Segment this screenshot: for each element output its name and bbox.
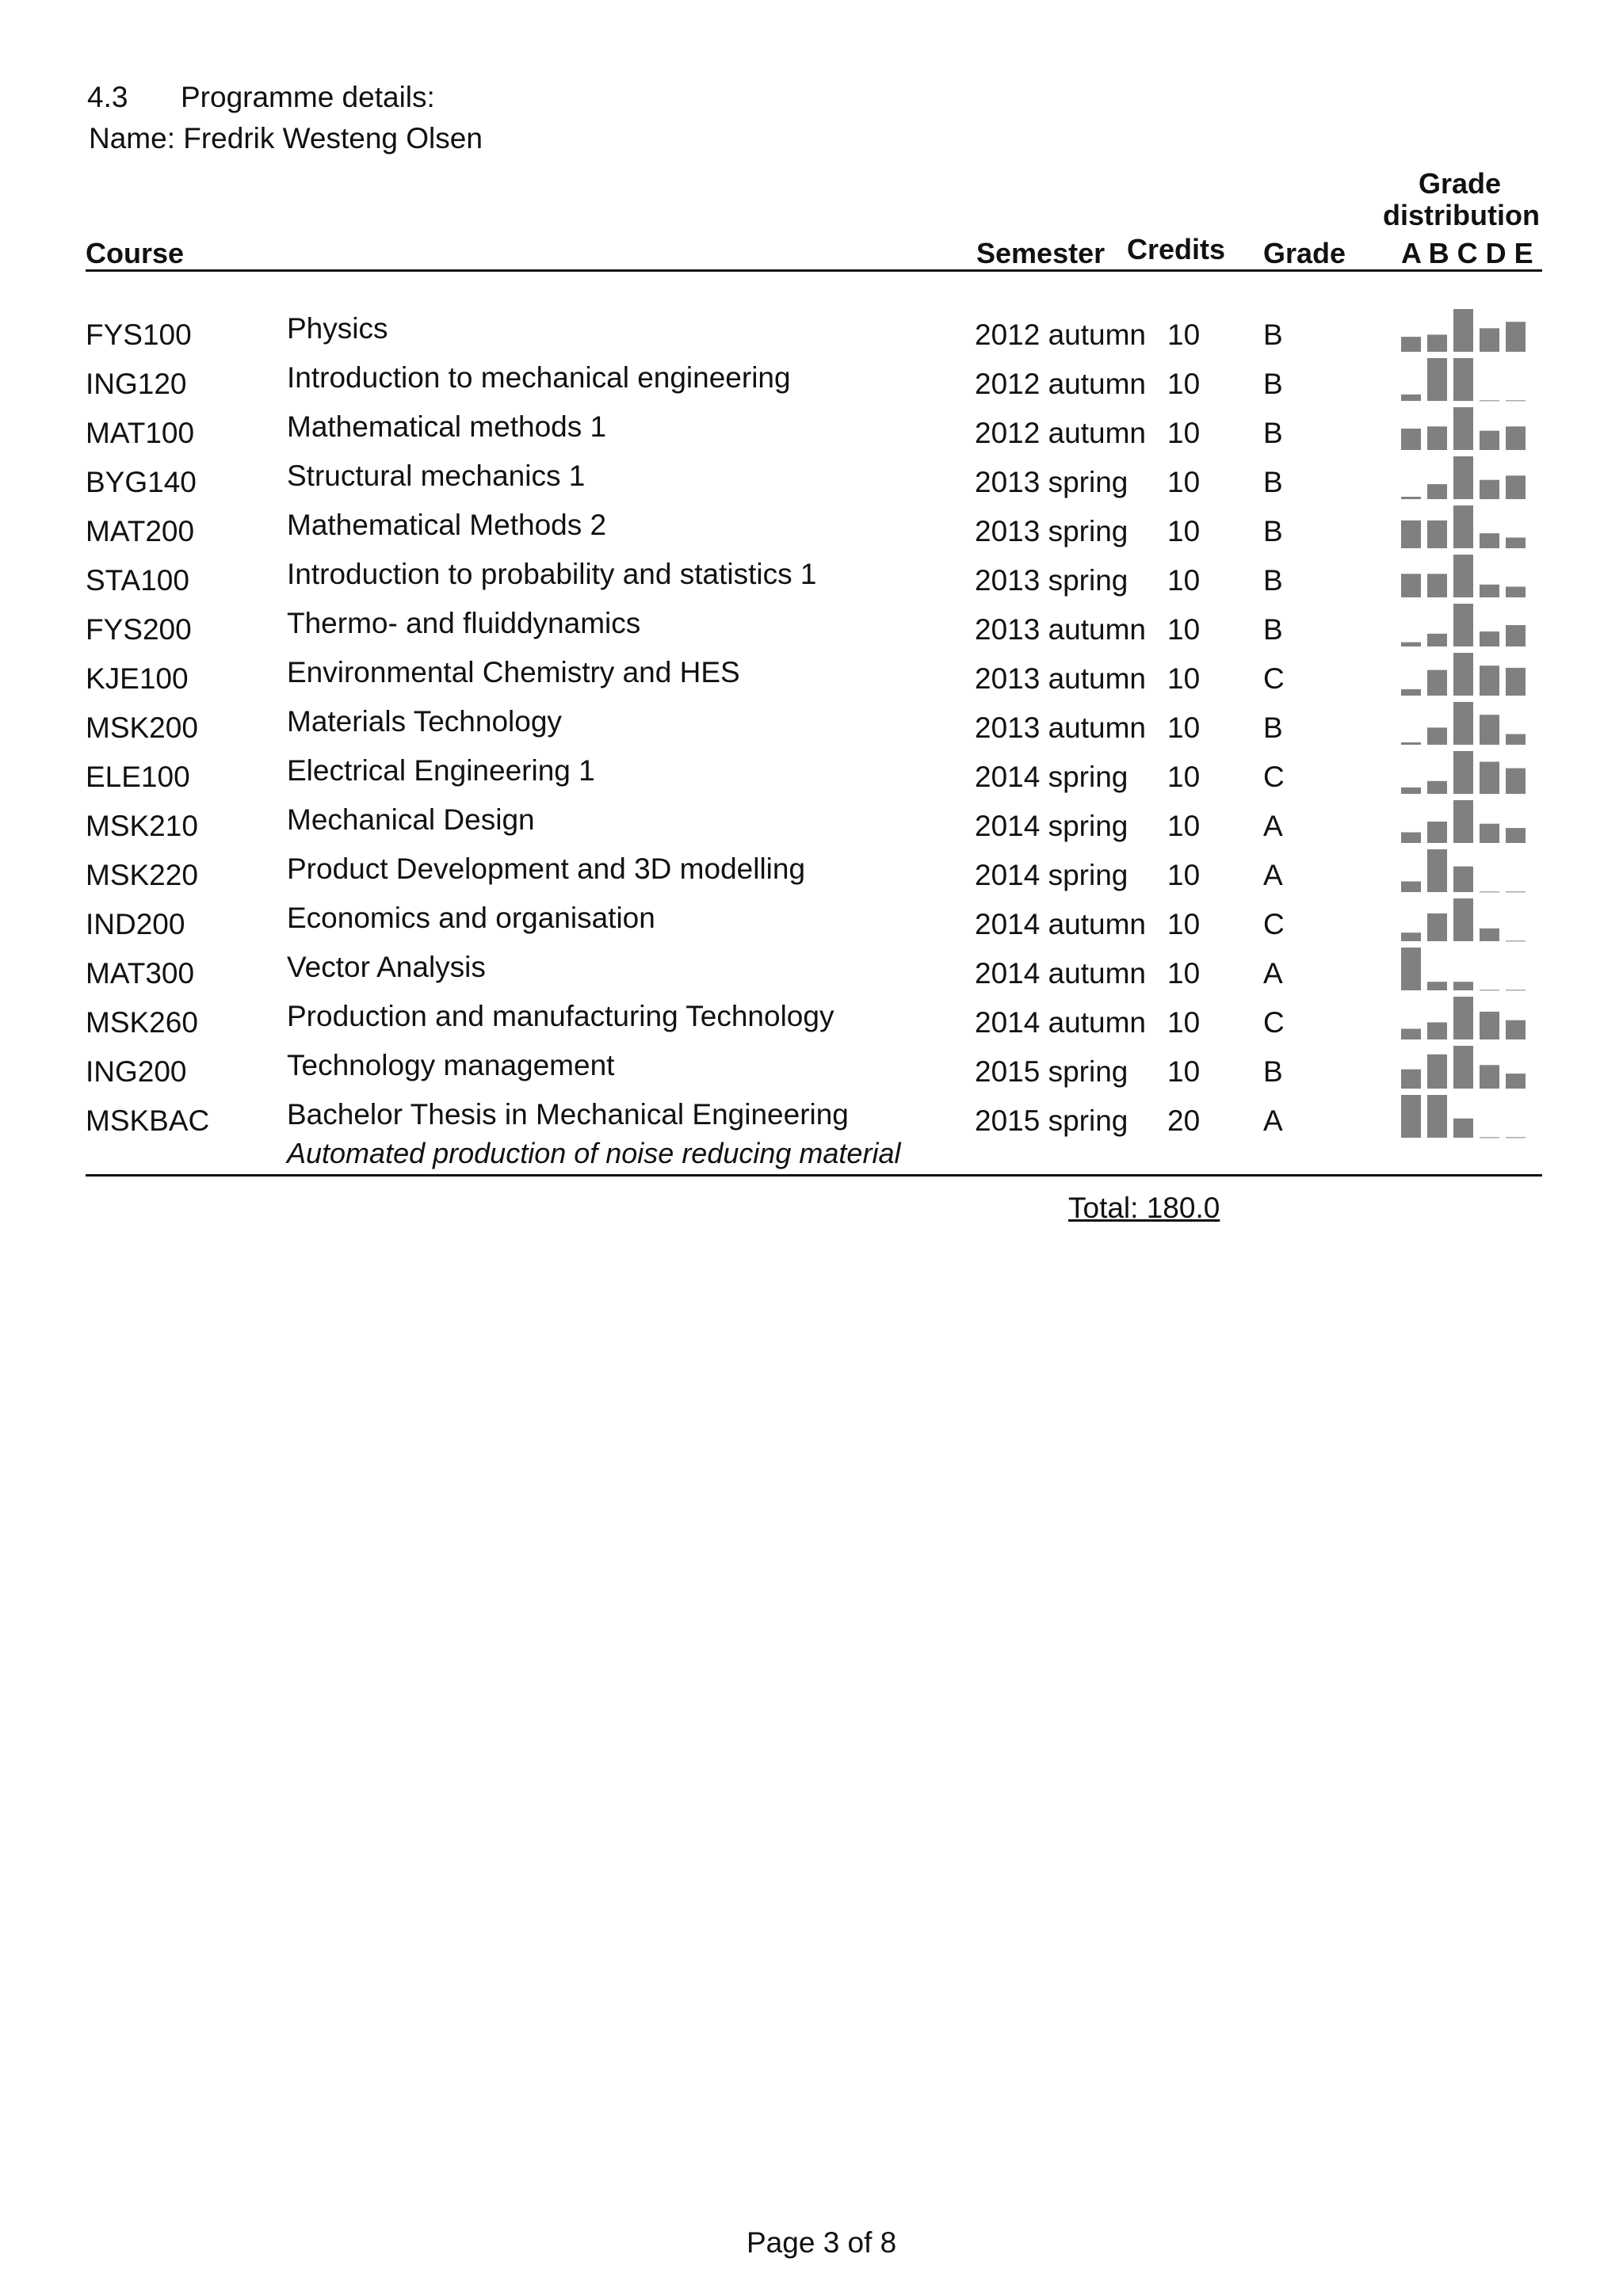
distribution-bar-b <box>1427 849 1447 892</box>
table-row <box>0 1051 1623 1100</box>
distribution-bar-e <box>1506 322 1526 352</box>
distribution-bar-a <box>1401 882 1421 893</box>
distribution-bar-b <box>1427 670 1447 696</box>
course-name: Technology management <box>287 1049 615 1081</box>
distribution-bar-d <box>1480 480 1499 499</box>
distribution-bar-b <box>1427 1095 1447 1138</box>
distribution-empty-e <box>1506 990 1526 991</box>
distribution-bar-d <box>1480 533 1499 548</box>
grade-distribution-chart <box>1400 355 1526 402</box>
course-semester: 2013 spring <box>975 564 1128 597</box>
page-number: Page 3 of 8 <box>747 2226 897 2259</box>
distribution-bar-b <box>1427 574 1447 597</box>
course-name: Thermo- and fluiddynamics <box>287 607 641 639</box>
distribution-bar-a <box>1401 574 1421 597</box>
distribution-bar-a <box>1401 429 1421 450</box>
course-credits: 10 <box>1167 368 1201 400</box>
distribution-bar-e <box>1506 769 1526 794</box>
distribution-empty-e <box>1506 891 1526 893</box>
distribution-bar-a <box>1401 395 1421 401</box>
course-credits: 10 <box>1167 859 1201 891</box>
distribution-bar-c <box>1453 407 1473 450</box>
course-credits: 10 <box>1167 1055 1201 1088</box>
distribution-bar-d <box>1480 929 1499 941</box>
course-code: ING120 <box>86 368 187 400</box>
course-name: Bachelor Thesis in Mechanical Engineering <box>287 1098 849 1131</box>
distribution-bar-b <box>1427 822 1447 843</box>
distribution-bar-d <box>1480 431 1499 450</box>
course-code: ING200 <box>86 1055 187 1088</box>
course-code: MAT100 <box>86 417 195 449</box>
table-row <box>0 608 1623 658</box>
header-credits: Credits <box>1127 233 1226 265</box>
course-code: FYS100 <box>86 318 192 351</box>
grade-distribution-chart <box>1400 650 1526 697</box>
distribution-empty-d <box>1480 891 1499 893</box>
grade-distribution-chart <box>1400 306 1526 353</box>
course-credits: 10 <box>1167 417 1201 449</box>
course-semester: 2015 spring <box>975 1104 1128 1137</box>
distribution-bar-c <box>1453 653 1473 696</box>
distribution-bar-a <box>1401 788 1421 794</box>
footer-rule <box>86 1174 1542 1177</box>
distribution-bar-b <box>1427 426 1447 450</box>
course-grade: C <box>1263 761 1285 793</box>
distribution-bar-e <box>1506 1020 1526 1039</box>
course-credits: 10 <box>1167 711 1201 744</box>
course-grade: B <box>1263 318 1283 351</box>
distribution-empty-d <box>1480 1137 1499 1138</box>
table-row <box>0 952 1623 1001</box>
table-row <box>0 658 1623 707</box>
distribution-bar-c <box>1453 505 1473 548</box>
distribution-bar-e <box>1506 475 1526 499</box>
distribution-bar-b <box>1427 358 1447 401</box>
grade-distribution-chart <box>1400 502 1526 550</box>
course-grade: C <box>1263 662 1285 695</box>
course-name: Introduction to mechanical engineering <box>287 361 791 394</box>
total-credits: Total: 180.0 <box>1068 1192 1220 1224</box>
distribution-bar-c <box>1453 800 1473 843</box>
course-credits: 10 <box>1167 515 1201 547</box>
distribution-bar-c <box>1453 997 1473 1039</box>
course-semester: 2013 autumn <box>975 613 1147 646</box>
table-row <box>0 707 1623 756</box>
course-name: Mathematical methods 1 <box>287 410 607 443</box>
distribution-bar-a <box>1401 833 1421 844</box>
course-grade: B <box>1263 368 1283 400</box>
course-code: BYG140 <box>86 466 197 498</box>
course-name: Mechanical Design <box>287 803 535 836</box>
distribution-bar-d <box>1480 762 1499 795</box>
distribution-bar-c <box>1453 751 1473 794</box>
course-credits: 10 <box>1167 810 1201 842</box>
distribution-bar-b <box>1427 1022 1447 1039</box>
course-semester: 2014 spring <box>975 761 1128 793</box>
table-row <box>0 510 1623 559</box>
distribution-bar-e <box>1506 538 1526 549</box>
course-semester: 2014 autumn <box>975 1006 1147 1039</box>
table-row <box>0 903 1623 952</box>
thesis-title: Automated production of noise reducing material <box>287 1137 901 1169</box>
course-semester: 2014 spring <box>975 810 1128 842</box>
distribution-empty-e <box>1506 1137 1526 1138</box>
course-code: ELE100 <box>86 761 190 793</box>
grade-distribution-chart <box>1400 895 1526 943</box>
course-grade: A <box>1263 1104 1283 1137</box>
distribution-empty-e <box>1506 940 1526 942</box>
distribution-bar-c <box>1453 555 1473 597</box>
distribution-bar-b <box>1427 982 1447 990</box>
grade-distribution-chart <box>1400 1043 1526 1090</box>
course-semester: 2014 autumn <box>975 908 1147 940</box>
course-name: Materials Technology <box>287 705 562 738</box>
distribution-bar-c <box>1453 982 1473 990</box>
course-code: MSK210 <box>86 810 198 842</box>
distribution-bar-c <box>1453 358 1473 401</box>
distribution-empty-d <box>1480 990 1499 991</box>
grade-distribution-chart <box>1400 994 1526 1041</box>
distribution-bar-e <box>1506 668 1526 696</box>
course-name: Production and manufacturing Technology <box>287 1000 834 1032</box>
course-grade: A <box>1263 810 1283 842</box>
course-credits: 10 <box>1167 1006 1201 1039</box>
course-grade: C <box>1263 1006 1285 1039</box>
course-name: Structural mechanics 1 <box>287 460 586 492</box>
section-number: 4.3 <box>87 81 128 113</box>
course-code: MSK260 <box>86 1006 198 1039</box>
distribution-bar-e <box>1506 426 1526 450</box>
table-row <box>0 805 1623 854</box>
course-name: Electrical Engineering 1 <box>287 754 595 787</box>
distribution-bar-c <box>1453 1046 1473 1089</box>
grade-distribution-chart <box>1400 551 1526 599</box>
distribution-bar-e <box>1506 587 1526 598</box>
distribution-bar-d <box>1480 715 1499 745</box>
distribution-bar-c <box>1453 309 1473 352</box>
distribution-bar-d <box>1480 585 1499 597</box>
course-name: Mathematical Methods 2 <box>287 509 607 541</box>
student-name: Name: Fredrik Westeng Olsen <box>89 122 483 154</box>
grade-distribution-chart <box>1400 601 1526 648</box>
course-semester: 2012 autumn <box>975 318 1147 351</box>
distribution-bar-d <box>1480 666 1499 696</box>
distribution-bar-c <box>1453 898 1473 941</box>
distribution-bar-e <box>1506 734 1526 746</box>
distribution-bar-c <box>1453 1119 1473 1138</box>
distribution-bar-a <box>1401 497 1421 499</box>
course-grade: B <box>1263 1055 1283 1088</box>
course-name: Economics and organisation <box>287 902 655 934</box>
course-semester: 2015 spring <box>975 1055 1128 1088</box>
distribution-bar-c <box>1453 604 1473 646</box>
header-distribution-line2: distribution <box>1383 199 1540 231</box>
course-grade: B <box>1263 613 1283 646</box>
course-grade: A <box>1263 859 1283 891</box>
course-code: MAT300 <box>86 957 195 990</box>
grade-distribution-chart <box>1400 699 1526 746</box>
course-semester: 2013 spring <box>975 466 1128 498</box>
distribution-bar-d <box>1480 631 1499 646</box>
course-grade: A <box>1263 957 1283 990</box>
table-row <box>0 314 1623 363</box>
course-code: KJE100 <box>86 662 189 695</box>
distribution-bar-e <box>1506 828 1526 843</box>
course-credits: 10 <box>1167 564 1201 597</box>
course-code: FYS200 <box>86 613 192 646</box>
grade-distribution-chart <box>1400 846 1526 894</box>
distribution-bar-d <box>1480 824 1499 843</box>
course-credits: 10 <box>1167 957 1201 990</box>
course-semester: 2013 spring <box>975 515 1128 547</box>
table-row <box>0 756 1623 805</box>
course-credits: 10 <box>1167 466 1201 498</box>
course-semester: 2013 autumn <box>975 711 1147 744</box>
distribution-bar-c <box>1453 867 1473 892</box>
distribution-bar-a <box>1401 337 1421 352</box>
header-rule <box>86 269 1542 272</box>
table-row <box>0 854 1623 903</box>
distribution-bar-d <box>1480 1012 1499 1039</box>
distribution-bar-a <box>1401 1070 1421 1089</box>
course-code: MSKBAC <box>86 1104 210 1137</box>
distribution-empty-e <box>1506 400 1526 402</box>
distribution-bar-b <box>1427 521 1447 548</box>
course-name: Introduction to probability and statistics 1 <box>287 558 817 590</box>
table-row <box>0 412 1623 461</box>
distribution-bar-a <box>1401 1029 1421 1040</box>
course-grade: B <box>1263 564 1283 597</box>
course-credits: 10 <box>1167 761 1201 793</box>
course-grade: B <box>1263 515 1283 547</box>
distribution-bar-a <box>1401 1095 1421 1138</box>
course-grade: B <box>1263 466 1283 498</box>
distribution-bar-b <box>1427 781 1447 794</box>
distribution-bar-b <box>1427 727 1447 745</box>
distribution-bar-d <box>1480 328 1499 352</box>
course-credits: 10 <box>1167 613 1201 646</box>
course-semester: 2012 autumn <box>975 368 1147 400</box>
table-row <box>0 559 1623 608</box>
course-code: MAT200 <box>86 515 195 547</box>
distribution-bar-e <box>1506 1074 1526 1089</box>
grade-distribution-chart <box>1400 748 1526 795</box>
course-code: MSK200 <box>86 711 198 744</box>
distribution-bar-b <box>1427 334 1447 352</box>
header-distribution-line1: Grade <box>1419 167 1502 200</box>
distribution-bar-a <box>1401 689 1421 696</box>
section-title: Programme details: <box>181 81 435 113</box>
course-name: Physics <box>287 312 388 345</box>
course-credits: 20 <box>1167 1104 1201 1137</box>
distribution-bar-a <box>1401 521 1421 548</box>
grade-distribution-chart <box>1400 453 1526 501</box>
course-credits: 10 <box>1167 908 1201 940</box>
course-semester: 2014 spring <box>975 859 1128 891</box>
course-grade: B <box>1263 417 1283 449</box>
grade-distribution-chart <box>1400 1092 1526 1139</box>
course-credits: 10 <box>1167 662 1201 695</box>
header-course: Course <box>86 237 185 269</box>
distribution-empty-d <box>1480 400 1499 402</box>
course-semester: 2014 autumn <box>975 957 1147 990</box>
course-grade: B <box>1263 711 1283 744</box>
table-row <box>0 461 1623 510</box>
distribution-bar-a <box>1401 933 1421 941</box>
distribution-bar-a <box>1401 742 1421 745</box>
course-credits: 10 <box>1167 318 1201 351</box>
course-name: Product Development and 3D modelling <box>287 852 806 885</box>
course-name: Environmental Chemistry and HES <box>287 656 740 688</box>
course-name: Vector Analysis <box>287 951 486 983</box>
table-row <box>0 363 1623 412</box>
distribution-bar-b <box>1427 1055 1447 1089</box>
distribution-bar-b <box>1427 484 1447 499</box>
distribution-bar-d <box>1480 1065 1499 1089</box>
course-grade: C <box>1263 908 1285 940</box>
distribution-bar-a <box>1401 643 1421 646</box>
grade-distribution-chart <box>1400 944 1526 992</box>
header-grade: Grade <box>1263 237 1346 269</box>
distribution-bar-b <box>1427 913 1447 941</box>
distribution-bar-c <box>1453 702 1473 745</box>
distribution-bar-a <box>1401 948 1421 990</box>
distribution-bar-b <box>1427 634 1447 646</box>
course-semester: 2013 autumn <box>975 662 1147 695</box>
table-row <box>0 1001 1623 1051</box>
grade-distribution-chart <box>1400 404 1526 452</box>
course-semester: 2012 autumn <box>975 417 1147 449</box>
course-code: STA100 <box>86 564 189 597</box>
course-code: IND200 <box>86 908 185 940</box>
distribution-bar-c <box>1453 456 1473 499</box>
header-distribution-letters: A B C D E <box>1401 237 1533 269</box>
course-code: MSK220 <box>86 859 198 891</box>
header-semester: Semester <box>976 237 1106 269</box>
grade-distribution-chart <box>1400 797 1526 845</box>
distribution-bar-e <box>1506 625 1526 646</box>
